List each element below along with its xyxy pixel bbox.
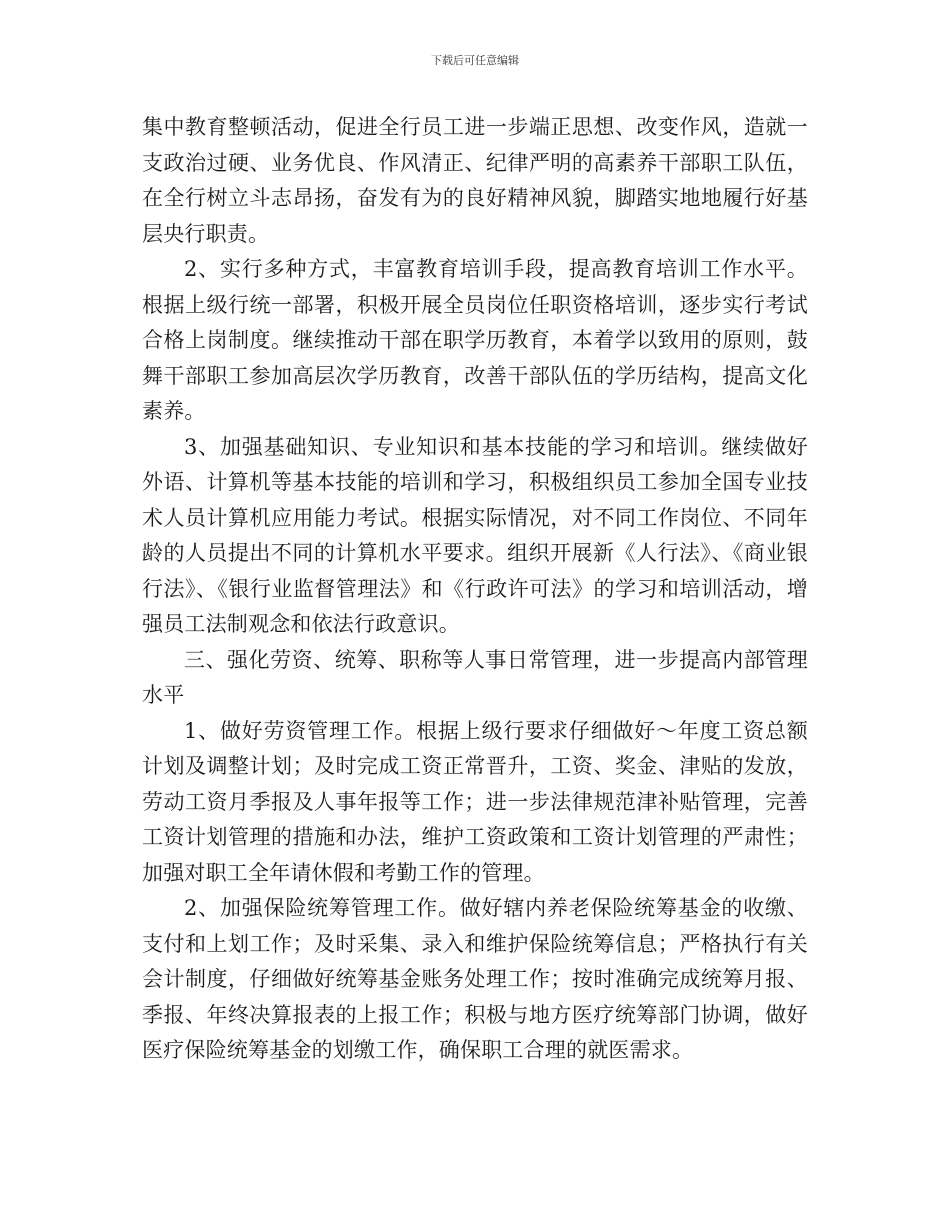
paragraph-intro-continuation: 集中教育整顿活动，促进全行员工进一步端正思想、改变作风，造就一支政治过硬、业务优良、作风清正、纪律严明的高素养干部职工队伍，在全行树立斗志昂扬，奋发有为的良好精神风貌，脚踏实地地履行好基层央行职责。 — [142, 115, 808, 246]
paragraph-item-1-payroll-management: 1、做好劳资管理工作。根据上级行要求仔细做好～年度工资总额计划及调整计划；及时完成工资正常晋升，工资、奖金、津贴的发放，劳动工资月季报及人事年报等工作；进一步法律规范津补贴管理，完善工资计划管理的措施和办法，维护工资政策和工资计划管理的严肃性；加强对职工全年请休假和考勤工作的管理。 — [142, 718, 808, 885]
page-header: 下载后可任意编辑 — [431, 54, 519, 67]
document-body — [142, 110, 808, 1069]
paragraph-item-3-skills-training: 3、加强基础知识、专业知识和基本技能的学习和培训。继续做好外语、计算机等基本技能的培训和学习，积极组织员工参加全国专业技术人员计算机应用能力考试。根据实际情况，对不同工作岗位、不同年龄的人员提出不同的计算机水平要求。组织开展新《人行法》、《商业银行法》、《银行业监督管理法》和《行政许可法》的学习和培训活动，增强员工法制观念和依法行政意识。 — [142, 434, 808, 636]
section-heading-3-personnel-management: 三、强化劳资、统筹、职称等人事日常管理，进一步提高内部管理水平 — [142, 647, 808, 707]
paragraph-item-2-training-methods: 2、实行多种方式，丰富教育培训手段，提高教育培训工作水平。根据上级行统一部署，积极开展全员岗位任职资格培训，逐步实行考试合格上岗制度。继续推动干部在职学历教育，本着学以致用的原则，鼓舞干部职工参加高层次学历教育，改善干部队伍的学历结构，提高文化素养。 — [142, 257, 808, 423]
paragraph-item-2-insurance-management: 2、加强保险统筹管理工作。做好辖内养老保险统筹基金的收缴、支付和上划工作；及时采集、录入和维护保险统筹信息；严格执行有关会计制度，仔细做好统筹基金账务处理工作；按时准确完成统筹月报、季报、年终决算报表的上报工作；积极与地方医疗统筹部门协调，做好医疗保险统筹基金的划缴工作，确保职工合理的就医需求。 — [142, 896, 808, 1062]
